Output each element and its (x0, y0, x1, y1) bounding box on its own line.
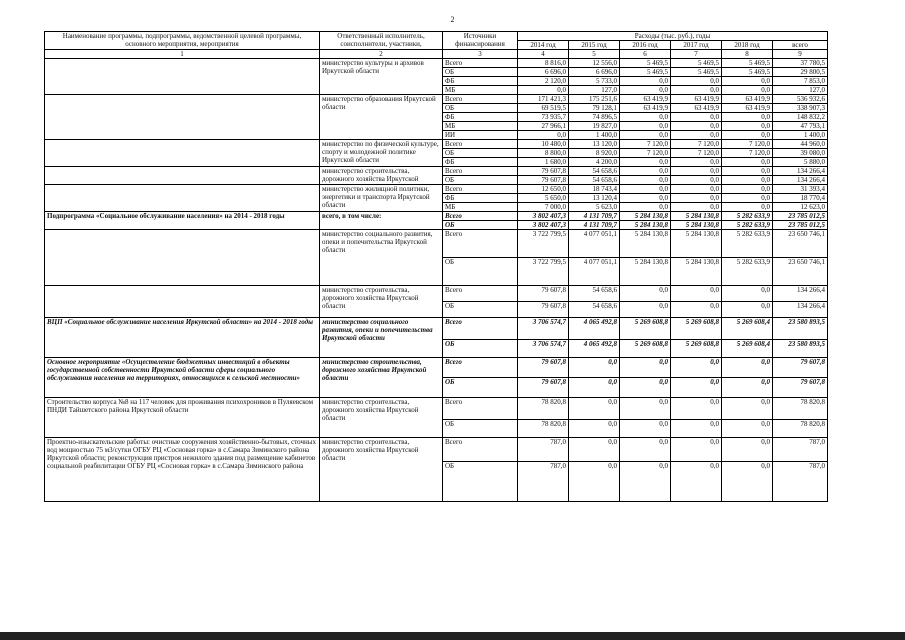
table-row (45, 59, 828, 68)
scan-bottom-edge (0, 632, 905, 640)
row-value: 0,0 (620, 86, 671, 95)
row-source: Всего (443, 230, 518, 258)
budget-table-sheet (44, 31, 828, 502)
row-value: 23 580 893,5 (773, 318, 828, 340)
row-value: 4 200,0 (569, 158, 620, 167)
row-value: 18 743,4 (569, 185, 620, 194)
header-col-number-7: 7 (671, 50, 722, 59)
row-value: 0,0 (671, 203, 722, 212)
header-col-number-2: 2 (320, 50, 443, 59)
row-value: 5 880,0 (773, 158, 828, 167)
row-value: 5 284 130,8 (671, 230, 722, 258)
row-value: 5 650,0 (518, 194, 569, 203)
row-value: 0,0 (569, 358, 620, 378)
row-value: 5 269 608,8 (620, 340, 671, 358)
row-value: 0,0 (671, 185, 722, 194)
row-value: 5 269 608,4 (722, 318, 773, 340)
row-executor: министерство строительства, дорожного хозяйства Иркутской (320, 167, 443, 185)
row-value: 0,0 (620, 176, 671, 185)
page-number: 2 (450, 15, 455, 24)
row-value: 54 658,6 (569, 302, 620, 318)
row-value: 0,0 (671, 420, 722, 438)
row-value: 27 966,1 (518, 122, 569, 131)
row-source: МБ (443, 122, 518, 131)
header-col-number-3: 3 (443, 50, 518, 59)
row-executor: министерство строительства, дорожного хозяйства Иркутской области (320, 358, 443, 398)
row-value: 5 284 130,8 (671, 212, 722, 221)
row-value: 7 120,0 (620, 149, 671, 158)
row-executor: министерство строительства, дорожного хозяйства Иркутской области (320, 286, 443, 318)
row-value: 5 284 130,8 (620, 212, 671, 221)
row-value: 0,0 (671, 378, 722, 398)
row-value: 5 469,5 (671, 59, 722, 68)
row-value: 2 120,0 (518, 77, 569, 86)
row-executor: всего, в том числе: (320, 212, 443, 230)
header-year-2: 2016 год (620, 41, 671, 50)
row-value: 78 820,8 (518, 398, 569, 420)
row-value: 0,0 (722, 438, 773, 462)
row-source: ОБ (443, 104, 518, 113)
table-row (45, 318, 828, 340)
row-source: Всего (443, 358, 518, 378)
row-value: 23 650 746,1 (773, 258, 828, 286)
row-value: 787,0 (518, 438, 569, 462)
row-value: 3 706 574,7 (518, 318, 569, 340)
row-value: 78 820,8 (773, 420, 828, 438)
row-value: 0,0 (671, 462, 722, 502)
row-value: 63 419,9 (620, 104, 671, 113)
row-value: 7 120,0 (671, 149, 722, 158)
row-value: 0,0 (620, 122, 671, 131)
row-value: 0,0 (620, 398, 671, 420)
row-value: 5 284 130,8 (671, 221, 722, 230)
row-value: 0,0 (671, 122, 722, 131)
table-row (45, 286, 828, 302)
row-value: 31 393,4 (773, 185, 828, 194)
row-executor: министерство культуры и архивов Иркутской области (320, 59, 443, 95)
row-source: МБ (443, 203, 518, 212)
row-executor: министерство социального развития, опеки и попечительства Иркутской области (320, 318, 443, 358)
row-value: 134 266,4 (773, 286, 828, 302)
row-value: 78 820,8 (518, 420, 569, 438)
row-value: 5 269 608,4 (722, 340, 773, 358)
row-value: 0,0 (671, 398, 722, 420)
row-value: 1 400,0 (773, 131, 828, 140)
row-value: 79 607,8 (518, 302, 569, 318)
row-value: 0,0 (722, 113, 773, 122)
row-source: ОБ (443, 302, 518, 318)
header-col-number-4: 4 (518, 50, 569, 59)
table-row (45, 95, 828, 104)
row-value: 787,0 (773, 438, 828, 462)
table-row (45, 358, 828, 378)
row-value: 23 650 746,1 (773, 230, 828, 258)
header-source: Источники финансирования (443, 32, 518, 50)
row-value: 3 722 799,5 (518, 230, 569, 258)
row-value: 19 827,0 (569, 122, 620, 131)
row-name: ВЦП «Социальное обслуживание населения Иркутской области» на 2014 - 2018 годы (45, 318, 320, 358)
row-source: Всего (443, 167, 518, 176)
row-value: 79 128,1 (569, 104, 620, 113)
row-value: 4 065 492,8 (569, 318, 620, 340)
header-col-number-5: 5 (569, 50, 620, 59)
row-value: 127,0 (569, 86, 620, 95)
row-source: ФБ (443, 194, 518, 203)
row-executor: министерство социального развития, опеки и попечительства Иркутской области (320, 230, 443, 286)
row-name: Проектно-изыскательские работы: очистные сооружения хозяйственно-бытовых, сточных вод мощностью 75 м3/сутки ОГБУ РЦ «Сосновая горка» в с.Самара Зиминского района Иркутской области; реконструкция пристроя нежилого здания под размещение кабинетов социальной реабилитации ОГБУ РЦ «Сосновая горка» в с.Самара Зиминского района (45, 438, 320, 502)
row-value: 5 269 608,8 (620, 318, 671, 340)
row-value: 0,0 (620, 358, 671, 378)
row-value: 787,0 (518, 462, 569, 502)
header-name: Наименование программы, подпрограммы, ведомственной целевой программы, основного мероприятия, мероприятия (45, 32, 320, 50)
row-value: 54 658,6 (569, 176, 620, 185)
row-value: 79 607,8 (518, 358, 569, 378)
table-row (45, 185, 828, 194)
row-value: 0,0 (671, 77, 722, 86)
row-value: 79 607,8 (773, 358, 828, 378)
row-value: 18 770,4 (773, 194, 828, 203)
row-value: 134 266,4 (773, 302, 828, 318)
row-value: 0,0 (620, 302, 671, 318)
row-value: 5 282 633,9 (722, 230, 773, 258)
header-year-5: всего (773, 41, 828, 50)
row-value: 0,0 (722, 378, 773, 398)
row-name (45, 230, 320, 286)
row-value: 47 793,1 (773, 122, 828, 131)
row-value: 78 820,8 (773, 398, 828, 420)
row-source: Всего (443, 286, 518, 302)
row-value: 338 907,3 (773, 104, 828, 113)
row-value: 0,0 (722, 302, 773, 318)
row-value: 74 896,5 (569, 113, 620, 122)
row-value: 23 785 012,5 (773, 221, 828, 230)
row-value: 23 580 893,5 (773, 340, 828, 358)
row-value: 5 284 130,8 (620, 258, 671, 286)
row-executor: министерство строительства, дорожного хозяйства Иркутской области (320, 398, 443, 438)
table-row (45, 438, 828, 462)
row-value: 5 733,0 (569, 77, 620, 86)
row-value: 79 607,8 (773, 378, 828, 398)
header-col-number-8: 8 (722, 50, 773, 59)
row-source: ОБ (443, 258, 518, 286)
header-col-number-9: 9 (773, 50, 828, 59)
row-value: 0,0 (569, 378, 620, 398)
row-value: 0,0 (722, 86, 773, 95)
row-value: 4 065 492,8 (569, 340, 620, 358)
row-value: 69 519,5 (518, 104, 569, 113)
row-value: 10 480,0 (518, 140, 569, 149)
row-source: ОБ (443, 221, 518, 230)
row-value: 0,0 (620, 77, 671, 86)
row-value: 0,0 (620, 185, 671, 194)
row-value: 37 780,5 (773, 59, 828, 68)
row-source: Всего (443, 59, 518, 68)
row-value: 73 935,7 (518, 113, 569, 122)
row-executor: министерство по физической культуре, спорту и молодежной политике Иркутской области (320, 140, 443, 167)
row-value: 0,0 (671, 176, 722, 185)
row-value: 4 131 709,7 (569, 212, 620, 221)
row-value: 0,0 (671, 113, 722, 122)
table-row (45, 140, 828, 149)
row-value: 0,0 (671, 438, 722, 462)
budget-table-body (45, 59, 828, 502)
table-row (45, 212, 828, 221)
row-value: 39 080,0 (773, 149, 828, 158)
row-source: ОБ (443, 149, 518, 158)
row-value: 5 282 633,9 (722, 258, 773, 286)
row-value: 0,0 (722, 194, 773, 203)
row-value: 12 650,0 (518, 185, 569, 194)
header-year-4: 2018 год (722, 41, 773, 50)
row-value: 5 269 608,8 (671, 318, 722, 340)
row-value: 5 469,5 (722, 68, 773, 77)
row-value: 7 120,0 (722, 149, 773, 158)
row-value: 8 920,0 (569, 149, 620, 158)
row-value: 63 419,9 (671, 104, 722, 113)
row-value: 3 706 574,7 (518, 340, 569, 358)
row-value: 1 680,0 (518, 158, 569, 167)
row-value: 29 800,5 (773, 68, 828, 77)
row-value: 171 421,3 (518, 95, 569, 104)
row-source: ОБ (443, 176, 518, 185)
row-value: 5 284 130,8 (671, 258, 722, 286)
header-expenses: Расходы (тыс. руб.), годы (518, 32, 828, 41)
row-value: 0,0 (722, 167, 773, 176)
row-value: 0,0 (722, 77, 773, 86)
row-value: 0,0 (518, 86, 569, 95)
row-value: 6 696,0 (569, 68, 620, 77)
row-value: 0,0 (620, 438, 671, 462)
row-value: 5 469,5 (620, 68, 671, 77)
row-source: ИИ (443, 131, 518, 140)
row-value: 54 658,6 (569, 167, 620, 176)
row-value: 127,0 (773, 86, 828, 95)
row-source: Всего (443, 95, 518, 104)
row-value: 3 802 407,3 (518, 221, 569, 230)
row-value: 12 623,0 (773, 203, 828, 212)
row-value: 79 607,8 (518, 378, 569, 398)
row-source: ОБ (443, 378, 518, 398)
row-value: 12 556,0 (569, 59, 620, 68)
row-executor: министерство жилищной политики, энергетики и транспорта Иркутской области (320, 185, 443, 212)
row-value: 0,0 (569, 420, 620, 438)
row-value: 13 120,0 (569, 140, 620, 149)
row-source: ОБ (443, 462, 518, 502)
row-value: 7 853,0 (773, 77, 828, 86)
row-value: 0,0 (620, 286, 671, 302)
row-value: 0,0 (569, 438, 620, 462)
row-source: ОБ (443, 68, 518, 77)
row-value: 3 722 799,5 (518, 258, 569, 286)
row-value: 8 816,0 (518, 59, 569, 68)
row-value: 1 400,0 (569, 131, 620, 140)
table-row (45, 167, 828, 176)
row-value: 0,0 (722, 185, 773, 194)
row-source: ОБ (443, 340, 518, 358)
row-value: 0,0 (722, 358, 773, 378)
header-executor: Ответственный исполнитель, соисполнители, участники, (320, 32, 443, 50)
row-value: 0,0 (620, 462, 671, 502)
table-row (45, 398, 828, 420)
row-value: 0,0 (569, 398, 620, 420)
row-value: 0,0 (671, 194, 722, 203)
row-value: 0,0 (722, 462, 773, 502)
row-name: Строительство корпуса №8 на 117 человек для проживания психохроников в Пуляевском ПНДИ Тайшетского района Иркутской области (45, 398, 320, 438)
row-value: 0,0 (518, 131, 569, 140)
row-source: ФБ (443, 158, 518, 167)
row-value: 5 469,5 (671, 68, 722, 77)
row-source: Всего (443, 212, 518, 221)
row-value: 7 120,0 (722, 140, 773, 149)
row-value: 0,0 (722, 286, 773, 302)
row-value: 787,0 (773, 462, 828, 502)
row-value: 0,0 (671, 302, 722, 318)
row-name (45, 167, 320, 185)
row-value: 8 800,0 (518, 149, 569, 158)
row-value: 0,0 (671, 167, 722, 176)
row-value: 7 120,0 (620, 140, 671, 149)
row-name (45, 95, 320, 140)
header-year-0: 2014 год (518, 41, 569, 50)
row-value: 7 120,0 (671, 140, 722, 149)
row-value: 5 469,5 (722, 59, 773, 68)
row-value: 23 785 012,5 (773, 212, 828, 221)
row-value: 5 469,5 (620, 59, 671, 68)
row-value: 5 282 633,9 (722, 221, 773, 230)
row-value: 79 607,8 (518, 176, 569, 185)
row-value: 6 696,0 (518, 68, 569, 77)
row-value: 148 832,2 (773, 113, 828, 122)
row-name (45, 185, 320, 212)
row-value: 63 419,9 (722, 104, 773, 113)
row-value: 5 282 633,9 (722, 212, 773, 221)
row-source: ФБ (443, 77, 518, 86)
row-name (45, 59, 320, 95)
row-value: 0,0 (722, 122, 773, 131)
row-value: 0,0 (722, 398, 773, 420)
row-value: 63 419,9 (722, 95, 773, 104)
row-value: 0,0 (722, 131, 773, 140)
row-source: Всего (443, 438, 518, 462)
row-value: 0,0 (620, 158, 671, 167)
row-value: 3 802 407,3 (518, 212, 569, 221)
budget-table (44, 31, 828, 502)
row-source: Всего (443, 398, 518, 420)
row-source: Всего (443, 318, 518, 340)
row-value: 175 251,6 (569, 95, 620, 104)
row-name (45, 286, 320, 318)
header-numbers-row (45, 50, 828, 59)
header-year-1: 2015 год (569, 41, 620, 50)
row-source: Всего (443, 185, 518, 194)
row-value: 5 623,0 (569, 203, 620, 212)
row-value: 134 266,4 (773, 167, 828, 176)
row-name (45, 140, 320, 167)
row-source: ОБ (443, 420, 518, 438)
table-row (45, 230, 828, 258)
row-value: 5 284 130,8 (620, 230, 671, 258)
row-value: 0,0 (671, 131, 722, 140)
row-value: 5 284 130,8 (620, 221, 671, 230)
row-executor: министерство образования Иркутской области (320, 95, 443, 140)
row-value: 0,0 (722, 158, 773, 167)
row-value: 63 419,9 (620, 95, 671, 104)
row-value: 0,0 (620, 378, 671, 398)
row-value: 79 607,8 (518, 167, 569, 176)
row-value: 0,0 (620, 131, 671, 140)
row-value: 0,0 (620, 167, 671, 176)
row-source: МБ (443, 86, 518, 95)
row-value: 0,0 (722, 203, 773, 212)
row-value: 0,0 (620, 420, 671, 438)
row-value: 44 960,0 (773, 140, 828, 149)
row-value: 0,0 (569, 462, 620, 502)
row-value: 0,0 (671, 286, 722, 302)
row-value: 536 932,6 (773, 95, 828, 104)
row-value: 0,0 (722, 420, 773, 438)
row-value: 0,0 (722, 176, 773, 185)
row-value: 134 266,4 (773, 176, 828, 185)
row-value: 0,0 (671, 158, 722, 167)
row-value: 4 131 709,7 (569, 221, 620, 230)
row-value: 4 077 051,1 (569, 258, 620, 286)
row-value: 7 000,0 (518, 203, 569, 212)
row-source: Всего (443, 140, 518, 149)
row-name: Подпрограмма «Социальное обслуживание населения» на 2014 - 2018 годы (45, 212, 320, 230)
row-value: 0,0 (620, 203, 671, 212)
row-value: 4 077 051,1 (569, 230, 620, 258)
header-col-number-6: 6 (620, 50, 671, 59)
header-col-number-1: 1 (45, 50, 320, 59)
row-value: 63 419,9 (671, 95, 722, 104)
row-value: 0,0 (620, 113, 671, 122)
row-value: 13 120,4 (569, 194, 620, 203)
row-value: 79 607,8 (518, 286, 569, 302)
row-name: Основное мероприятие «Осуществление бюджетных инвестиций в объекты государственной собственности Иркутской области сферы социального обслуживания населения на территориях, относящихся к сельской местности» (45, 358, 320, 398)
header-year-3: 2017 год (671, 41, 722, 50)
row-value: 0,0 (671, 358, 722, 378)
row-value: 5 269 608,8 (671, 340, 722, 358)
row-value: 0,0 (671, 86, 722, 95)
row-value: 54 658,6 (569, 286, 620, 302)
row-value: 0,0 (620, 194, 671, 203)
row-source: ФБ (443, 113, 518, 122)
row-executor: министерство строительства, дорожного хозяйства Иркутской области (320, 438, 443, 502)
